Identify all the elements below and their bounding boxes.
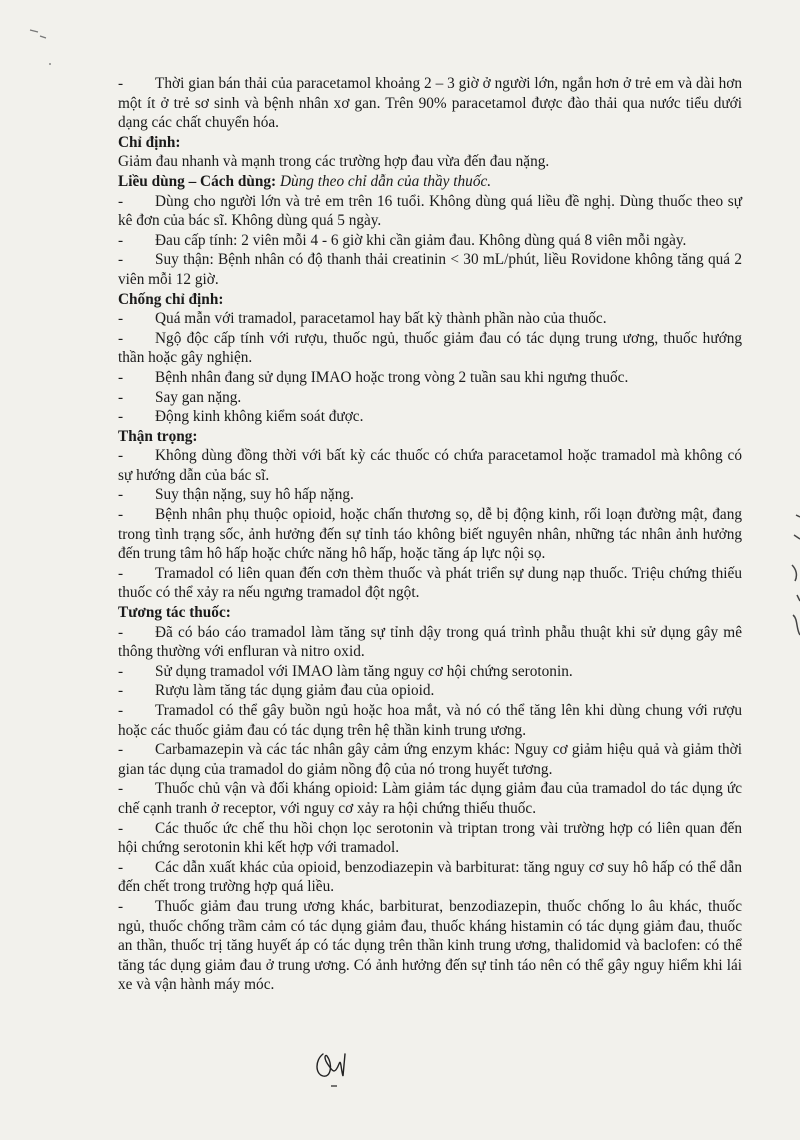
document-body	[118, 74, 742, 995]
bullet-dash: -	[118, 682, 124, 700]
section-heading: Tương tác thuốc:	[118, 604, 231, 622]
bullet-paragraph	[118, 388, 742, 408]
bullet-dash: -	[118, 251, 124, 269]
bullet-dash: -	[118, 368, 124, 386]
bullet-text: Các thuốc ức chế thu hồi chọn lọc serotonin và triptan trong vài trường hợp có liên quan đến hội chứng serotonin khi kết hợp với tramadol.	[118, 819, 742, 857]
bullet-paragraph	[118, 819, 742, 858]
bullet-text: Không dùng đồng thời với bất kỳ các thuốc có chứa paracetamol hoặc tramadol mà không có sự hướng dẫn của bác sĩ.	[118, 447, 742, 484]
bullet-text: Động kinh không kiểm soát được.	[155, 408, 364, 426]
bullet-text: Suy thận: Bệnh nhân có độ thanh thải creatinin < 30 mL/phút, liều Rovidone không tăng quá 2 viên mỗi 12 giờ.	[118, 251, 742, 288]
bullet-text: Suy thận nặng, suy hô hấp nặng.	[155, 486, 354, 504]
section-heading: Thận trọng:	[118, 427, 198, 445]
bullet-dash: -	[118, 408, 124, 426]
bullet-dash: -	[118, 506, 124, 524]
bullet-dash: -	[118, 486, 124, 504]
bullet-paragraph	[118, 681, 742, 701]
bullet-paragraph	[118, 701, 742, 740]
bullet-text: Carbamazepin và các tác nhân gây cảm ứng enzym khác: Nguy cơ giảm hiệu quả và giảm thời gian tác dụng của tramadol do giảm nồng độ của nó trong huyết tương.	[118, 741, 742, 778]
bullet-paragraph	[118, 858, 742, 897]
bullet-dash: -	[118, 75, 124, 92]
heading-text: Liều dùng – Cách dùng:	[118, 172, 277, 190]
scan-speck	[28, 24, 58, 74]
bullet-text: Ngộ độc cấp tính với rượu, thuốc ngủ, thuốc giảm đau có tác dụng trung ương, thuốc hướng thần hoặc gây nghiện.	[118, 329, 742, 367]
bullet-paragraph	[118, 74, 742, 133]
bullet-text: Bệnh nhân phụ thuộc opioid, hoặc chấn thương sọ, dễ bị động kinh, rối loạn đường mật, đang trong tình trạng sốc, ảnh hưởng đến sự tỉnh táo không biết nguyên nhân, những tác nhân ảnh hưởng đến trung tâm hô hấp hoặc chức năng hô hấp, hoặc tăng áp lực nội sọ.	[118, 506, 742, 563]
bullet-paragraph	[118, 250, 742, 289]
bullet-dash: -	[118, 897, 124, 915]
bullet-paragraph	[118, 368, 742, 388]
bullet-paragraph	[118, 740, 742, 779]
bullet-paragraph	[118, 779, 742, 818]
body-paragraph: Giảm đau nhanh và mạnh trong các trường hợp đau vừa đến đau nặng.	[118, 153, 550, 171]
bullet-dash: -	[118, 702, 124, 719]
bullet-dash: -	[118, 192, 124, 210]
bullet-text: Dùng cho người lớn và trẻ em trên 16 tuổi. Không dùng quá liều đề nghị. Dùng thuốc theo sự kê đơn của bác sĩ. Không dùng quá 5 ngày.	[118, 192, 742, 230]
bullet-text: Bệnh nhân đang sử dụng IMAO hoặc trong vòng 2 tuần sau khi ngưng thuốc.	[155, 368, 629, 386]
section-heading: Chống chỉ định:	[118, 290, 224, 308]
bullet-paragraph	[118, 192, 742, 231]
bullet-text: Đau cấp tính: 2 viên mỗi 4 - 6 giờ khi cần giảm đau. Không dùng quá 8 viên mỗi ngày.	[155, 231, 687, 249]
bullet-paragraph	[118, 329, 742, 368]
section-heading	[118, 172, 742, 192]
bullet-paragraph	[118, 662, 742, 682]
bullet-text: Say gan nặng.	[155, 388, 242, 406]
bullet-paragraph	[118, 309, 742, 329]
bullet-text: Tramadol có liên quan đến cơn thèm thuốc và phát triển sự dung nạp thuốc. Triệu chứng thiếu thuốc có thể xảy ra nếu ngưng tramadol đột ngột.	[118, 564, 742, 602]
bullet-paragraph	[118, 897, 742, 995]
handwritten-initials	[305, 1046, 365, 1090]
bullet-paragraph	[118, 407, 742, 427]
edge-stamp-fragment	[786, 505, 800, 645]
section-heading: Chỉ định:	[118, 133, 181, 151]
bullet-dash: -	[118, 329, 124, 347]
bullet-dash: -	[118, 741, 124, 759]
bullet-text: Thuốc chủ vận và đối kháng opioid: Làm giảm tác dụng giảm đau của tramadol do tác dụng ức chế cạnh tranh ở receptor, với nguy cơ xảy ra hội chứng thiếu thuốc.	[118, 780, 742, 817]
bullet-text: Sử dụng tramadol với IMAO làm tăng nguy cơ hội chứng serotonin.	[155, 662, 573, 680]
bullet-dash: -	[118, 388, 124, 406]
bullet-dash: -	[118, 447, 124, 465]
bullet-text: Các dẫn xuất khác của opioid, benzodiazepin và barbiturat: tăng nguy cơ suy hô hấp có thể dẫn đến chết trong trường hợp quá liều.	[118, 858, 742, 896]
bullet-dash: -	[118, 819, 124, 837]
bullet-text: Đã có báo cáo tramadol làm tăng sự tỉnh dậy trong quá trình phẫu thuật khi sử dụng gây mê thông thường với enfluran và nitro oxid.	[118, 623, 742, 661]
bullet-paragraph	[118, 564, 742, 603]
bullet-paragraph	[118, 623, 742, 662]
bullet-dash: -	[118, 231, 124, 249]
bullet-text: Thuốc giảm đau trung ương khác, barbiturat, benzodiazepin, thuốc chống lo âu khác, thuốc ngủ, thuốc chống trầm cảm có tác dụng giảm đau, thuốc kháng histamin có tác dụng giảm đau, thuốc an thần, thuốc trị tăng huyết áp có tác dụng trên thần kinh trung ương, thalidomid và baclofen: có thể tăng tác dụng giảm đau ở trung ương. Có ảnh hưởng đến sự tỉnh táo nên có thể gây nguy hiểm khi lái xe và vận hành máy móc.	[118, 897, 742, 994]
bullet-dash: -	[118, 623, 124, 641]
bullet-paragraph	[118, 485, 742, 505]
bullet-dash: -	[118, 858, 124, 876]
bullet-dash: -	[118, 564, 124, 582]
bullet-dash: -	[118, 310, 124, 328]
bullet-paragraph	[118, 231, 742, 251]
heading-note: Dùng theo chỉ dẫn của thầy thuốc.	[279, 172, 492, 190]
bullet-paragraph	[118, 446, 742, 485]
bullet-text: Thời gian bán thải của paracetamol khoảng 2 – 3 giờ ở người lớn, ngắn hơn ở trẻ em và dài hơn một ít ở trẻ sơ sinh và bệnh nhân xơ gan. Trên 90% paracetamol được đào thải qua nước tiểu dưới dạng các chất chuyển hóa.	[118, 75, 742, 132]
bullet-text: Tramadol có thể gây buồn ngủ hoặc hoa mắt, và nó có thể tăng lên khi dùng chung với rượu hoặc các thuốc giảm đau có tác dụng trên hệ thần kinh trung ương.	[118, 702, 742, 739]
bullet-paragraph	[118, 505, 742, 564]
bullet-text: Quá mẫn với tramadol, paracetamol hay bất kỳ thành phần nào của thuốc.	[155, 310, 607, 328]
bullet-dash: -	[118, 662, 124, 680]
bullet-text: Rượu làm tăng tác dụng giảm đau của opioid.	[155, 682, 435, 700]
bullet-dash: -	[118, 780, 124, 798]
